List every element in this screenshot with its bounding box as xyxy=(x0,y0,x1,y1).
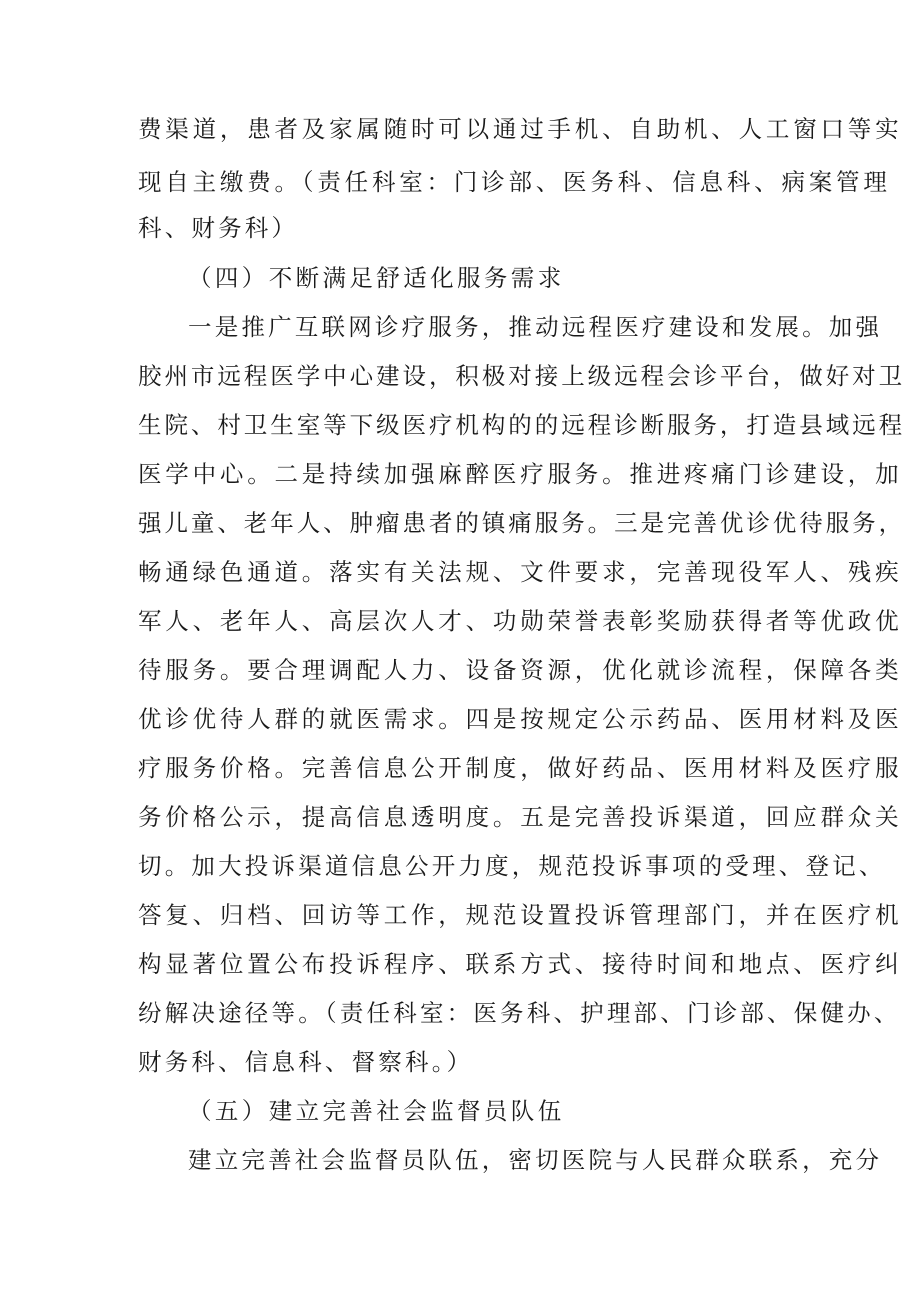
body-line: 医学中心。二是持续加强麻醉医疗服务。推进疼痛门诊建设，加 xyxy=(138,460,903,488)
body-line: 待服务。要合理调配人力、设备资源，优化就诊流程，保障各类 xyxy=(138,656,903,684)
body-line: 优诊优待人群的就医需求。四是按规定公示药品、医用材料及医 xyxy=(138,705,903,733)
body-line: 构显著位置公布投诉程序、联系方式、接待时间和地点、医疗纠 xyxy=(138,950,903,978)
body-line: 答复、归档、回访等工作，规范设置投诉管理部门，并在医疗机 xyxy=(138,901,903,929)
body-line: 胶州市远程医学中心建设，积极对接上级远程会诊平台，做好对卫 xyxy=(138,362,906,390)
body-line: 费渠道，患者及家属随时可以通过手机、自助机、人工窗口等实 xyxy=(138,115,903,143)
body-line: 畅通绿色通道。落实有关法规、文件要求，完善现役军人、残疾 xyxy=(138,558,903,586)
body-line: 财务科、信息科、督察科。） xyxy=(138,1048,474,1076)
body-line: 纷解决途径等。（责任科室：医务科、护理部、门诊部、保健办、 xyxy=(138,999,901,1027)
body-line: 疗服务价格。完善信息公开制度，做好药品、医用材料及医疗服 xyxy=(138,754,903,782)
body-line: 务价格公示，提高信息透明度。五是完善投诉渠道，回应群众关 xyxy=(138,803,903,831)
body-line: 一是推广互联网诊疗服务，推动远程医疗建设和发展。加强 xyxy=(188,313,883,341)
body-line: 科、财务科） xyxy=(138,214,299,242)
body-line: 强儿童、老年人、肿瘤患者的镇痛服务。三是完善优诊优待服务， xyxy=(138,509,906,537)
body-line: 现自主缴费。（责任科室：门诊部、医务科、信息科、病案管理 xyxy=(138,168,891,196)
body-line: 军人、老年人、高层次人才、功勋荣誉表彰奖励获得者等优政优 xyxy=(138,607,903,635)
body-line: 生院、村卫生室等下级医疗机构的的远程诊断服务，打造县域远程 xyxy=(138,411,906,439)
section-heading-4: （四）不断满足舒适化服务需求 xyxy=(188,264,565,292)
section-heading-5: （五）建立完善社会监督员队伍 xyxy=(188,1097,565,1125)
body-line: 切。加大投诉渠道信息公开力度，规范投诉事项的受理、登记、 xyxy=(138,852,886,880)
body-line: 建立完善社会监督员队伍，密切医院与人民群众联系，充分 xyxy=(188,1146,883,1174)
